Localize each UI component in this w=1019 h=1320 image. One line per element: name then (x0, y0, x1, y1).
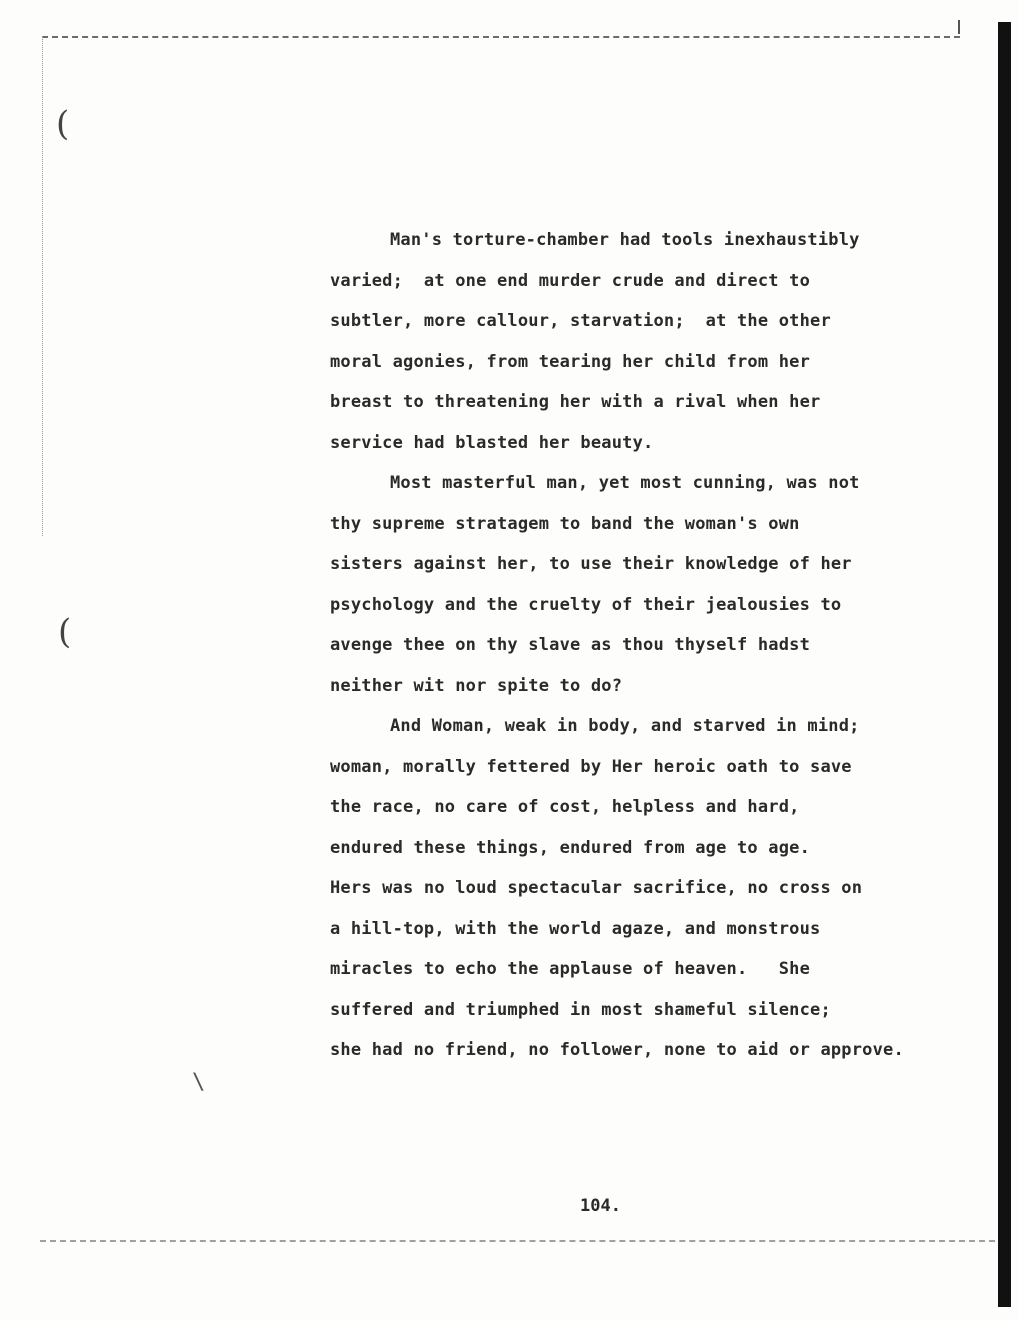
text-line: psychology and the cruelty of their jealousies to (330, 594, 842, 615)
text-line: breast to threatening her with a rival when her (330, 392, 821, 412)
text-line: suffered and triumphed in most shameful silence; (330, 999, 831, 1020)
text-line: the race, no care of cost, helpless and hard, (330, 797, 800, 817)
text-line: subtler, more callour, starvation; at the other (330, 311, 831, 331)
text-line: neither wit nor spite to do? (330, 675, 623, 696)
top-edge-tick (958, 20, 960, 34)
top-edge-rule (42, 36, 960, 38)
text-line: service had blasted her beauty. (330, 432, 654, 453)
text-line: moral agonies, from tearing her child from her (330, 351, 811, 372)
binder-hole-mark: ( (58, 612, 72, 652)
right-edge-bar (998, 22, 1011, 1307)
page-number: 104. (580, 1196, 621, 1216)
bottom-edge-rule (40, 1240, 995, 1242)
text-line: sisters against her, to use their knowledge of her (330, 554, 852, 574)
text-line: Man's torture-chamber had tools inexhaustibly (390, 230, 860, 250)
stray-mark: \ (192, 1070, 206, 1095)
text-line: And Woman, weak in body, and starved in mind; (390, 716, 860, 736)
text-line: thy supreme stratagem to band the woman's own (330, 513, 800, 534)
text-line: avenge thee on thy slave as thou thyself hadst (330, 635, 811, 655)
left-edge-rule (42, 36, 43, 536)
body-text (330, 220, 990, 1071)
text-line: miracles to echo the applause of heaven. She (330, 959, 811, 979)
text-line: a hill-top, with the world agaze, and monstrous (330, 918, 821, 939)
text-line: she had no friend, no follower, none to aid or approve. (330, 1040, 904, 1060)
binder-hole-mark: ( (56, 104, 70, 144)
text-line: Most masterful man, yet most cunning, was not (390, 473, 860, 493)
text-line: varied; at one end murder crude and direct to (330, 270, 811, 291)
text-line: woman, morally fettered by Her heroic oath to save (330, 756, 852, 777)
text-line: endured these things, endured from age to age. (330, 837, 811, 858)
text-line: Hers was no loud spectacular sacrifice, no cross on (330, 878, 863, 898)
